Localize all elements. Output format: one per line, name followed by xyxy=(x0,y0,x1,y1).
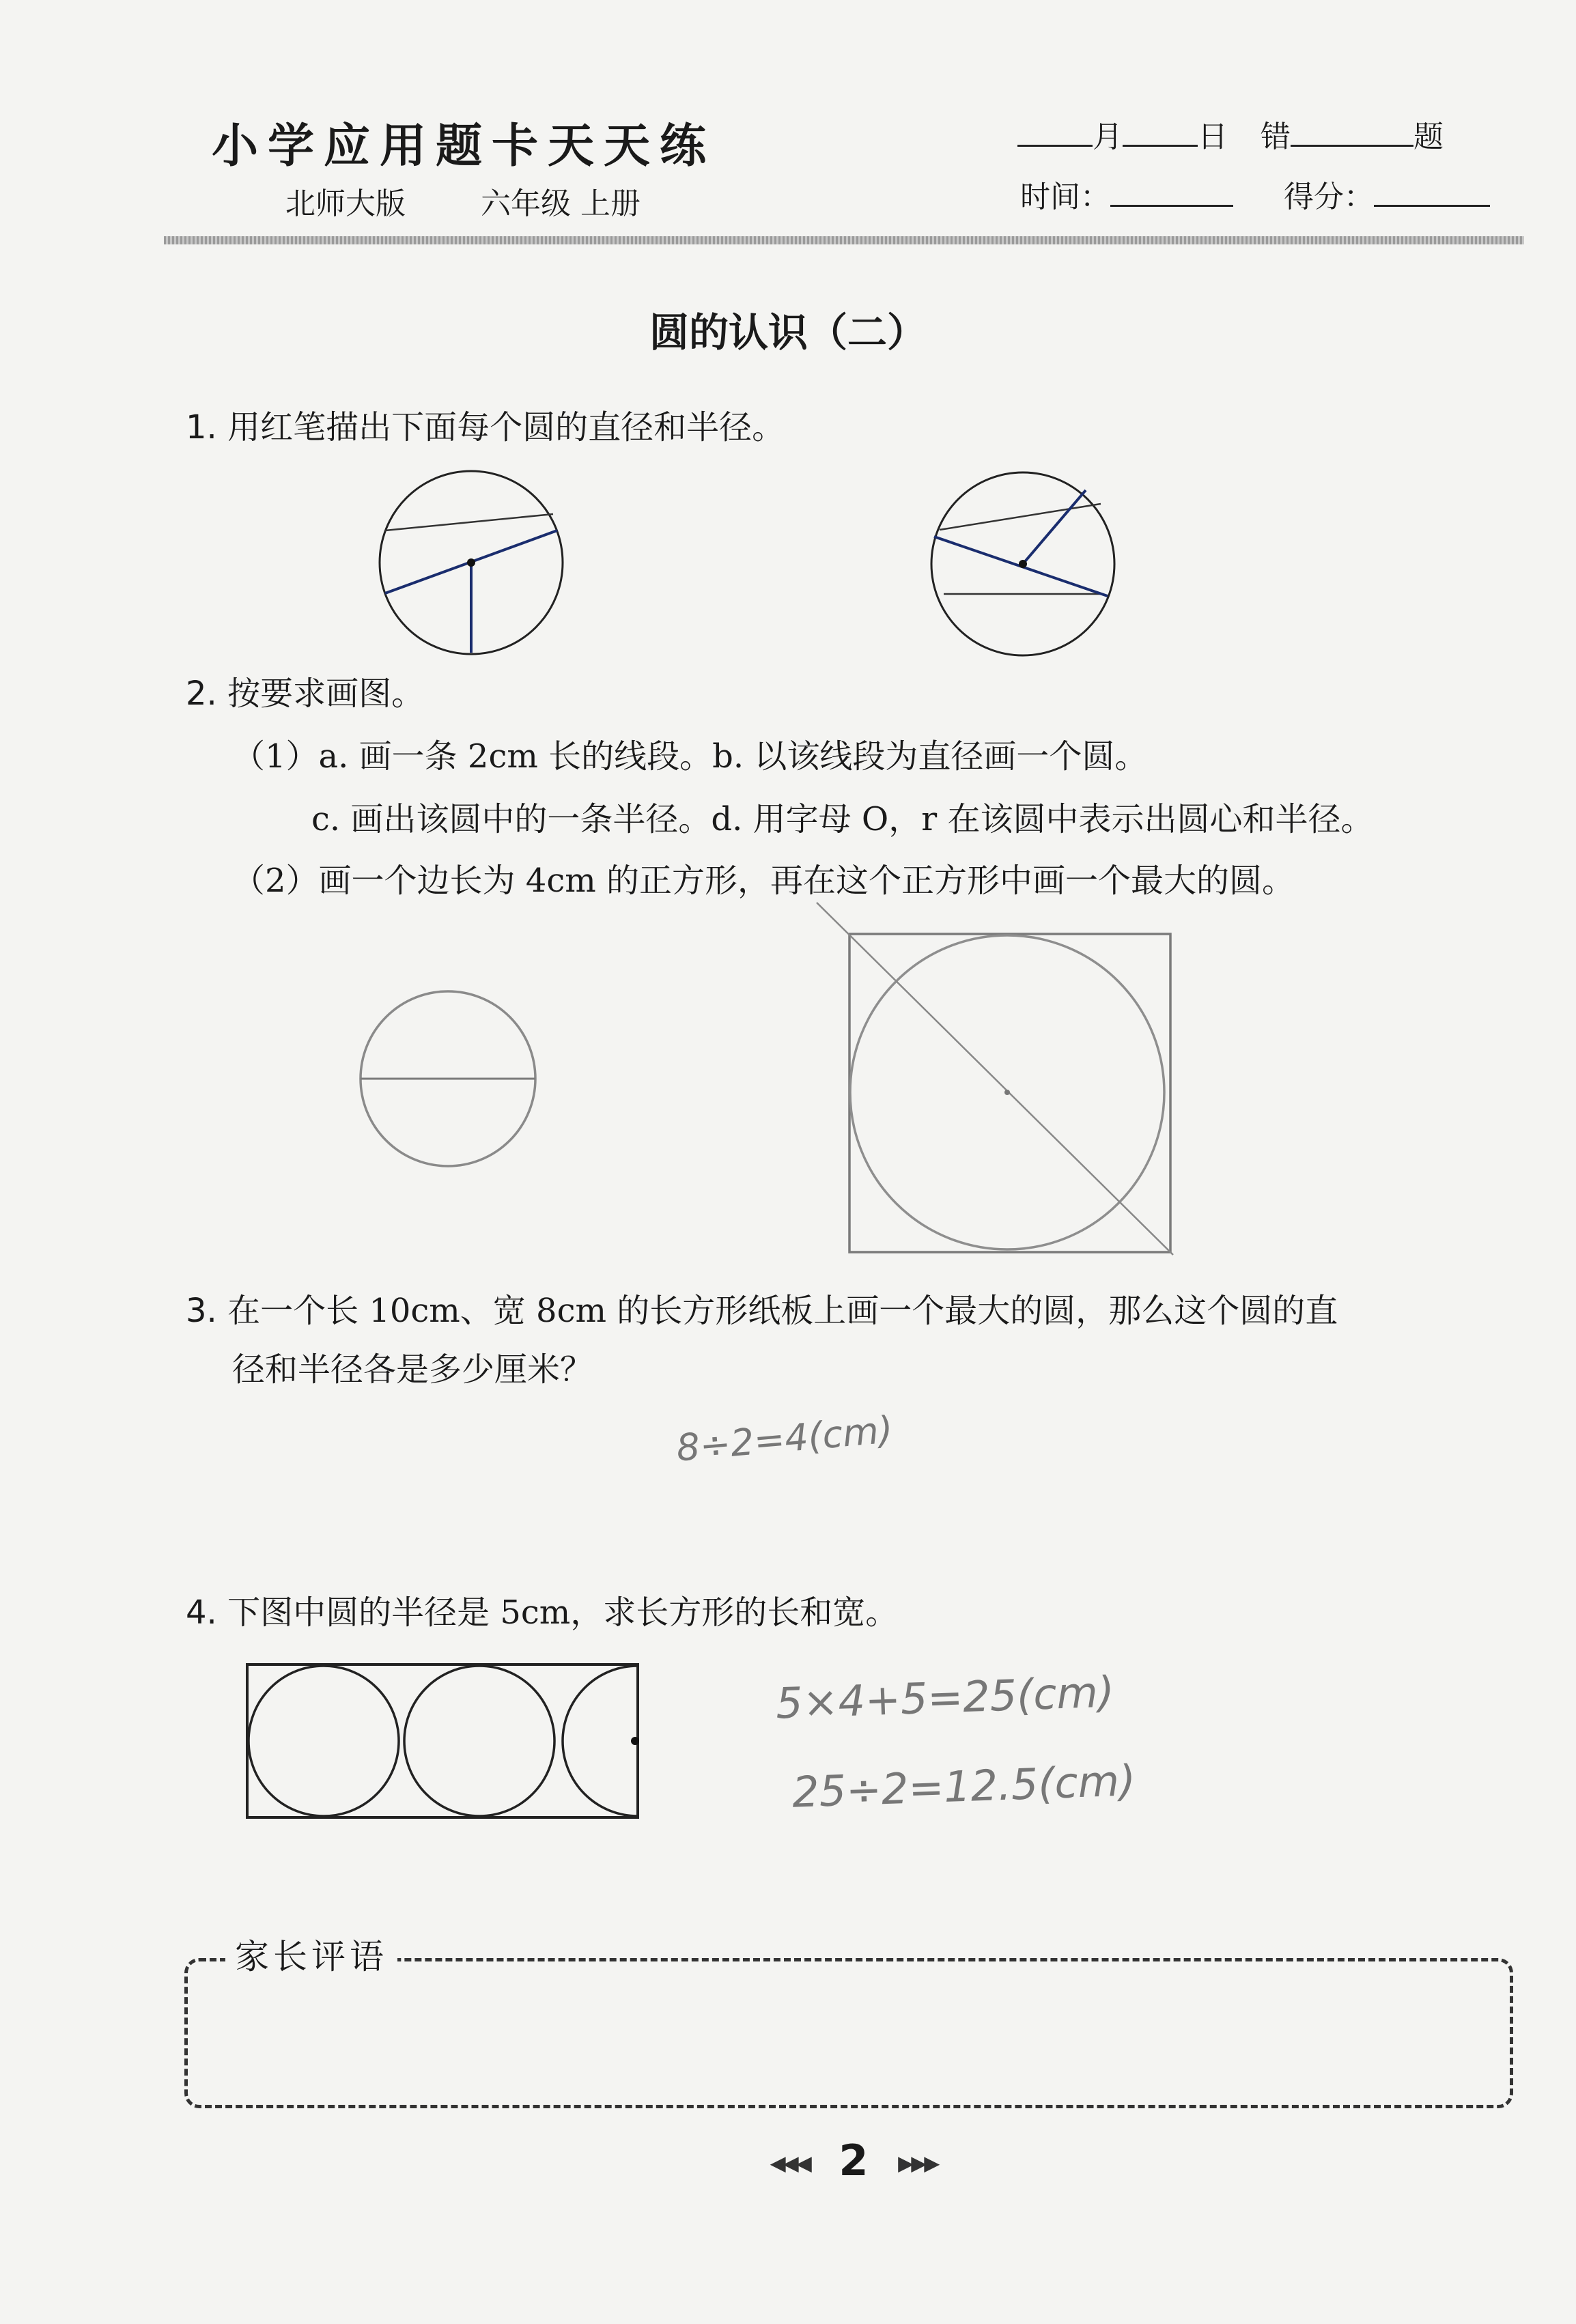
page-number-area xyxy=(737,2136,970,2185)
question-2-part-1c: c. 画出该圆中的一条半径。d. 用字母 O，r 在该圆中表示出圆心和半径。 xyxy=(311,800,1374,838)
question-4-number: 4. xyxy=(186,1593,217,1632)
book-title: 小学应用题卡天天练 xyxy=(212,119,716,173)
question-3-line-1: 在一个长 10cm、宽 8cm 的长方形纸板上画一个最大的圆，那么这个圆的直 xyxy=(227,1292,1338,1330)
q4-rectangle-with-circles xyxy=(247,1664,639,1817)
score-label: 得分： xyxy=(1284,180,1374,214)
grade-label: 六年级 上册 xyxy=(481,186,641,221)
question-4-handwritten-answer-2: 25÷2=12.5(cm) xyxy=(791,1755,1137,1817)
page-prev-arrows-icon: ◀◀◀ xyxy=(770,2151,809,2176)
parent-comment-label: 家长评语 xyxy=(225,1929,397,1979)
lesson-title: 圆的认识（二） xyxy=(649,309,927,356)
question-4-handwritten-answer-1: 5×4+5=25(cm) xyxy=(774,1667,1116,1729)
question-1-number: 1. xyxy=(186,408,217,447)
question-2-part-2: （2）画一个边长为 4cm 的正方形，再在这个正方形中画一个最大的圆。 xyxy=(232,862,1295,900)
page-next-arrows-icon: ▶▶▶ xyxy=(898,2151,938,2176)
question-4-text: 下图中圆的半径是 5cm，求长方形的长和宽。 xyxy=(227,1593,899,1632)
month-label: 月 xyxy=(1093,119,1123,154)
parent-comment-box[interactable] xyxy=(184,1958,1513,2108)
edition-label: 北师大版 xyxy=(285,186,406,221)
q1-circle-1 xyxy=(380,471,563,654)
question-2-text: 按要求画图。 xyxy=(227,675,425,713)
question-3-handwritten-answer: 8÷2=4(cm) xyxy=(674,1408,895,1470)
page-number: 2 xyxy=(839,2136,869,2185)
q1-circle-2 xyxy=(931,472,1114,655)
question-3-line-2: 径和半径各是多少厘米？ xyxy=(232,1350,593,1389)
questions-label: 题 xyxy=(1413,119,1444,154)
question-1-text: 用红笔描出下面每个圆的直径和半径。 xyxy=(227,408,785,447)
errors-label: 错 xyxy=(1261,119,1291,154)
time-label: 时间： xyxy=(1020,180,1110,214)
day-label: 日 xyxy=(1198,119,1228,154)
question-3-number: 3. xyxy=(186,1292,217,1330)
question-2-part-1a: （1）a. 画一条 2cm 长的线段。b. 以该线段为直径画一个圆。 xyxy=(232,737,1148,776)
q2-square-with-circle xyxy=(817,903,1173,1255)
question-2-number: 2. xyxy=(186,675,217,713)
q2-drawn-circle xyxy=(361,991,535,1166)
